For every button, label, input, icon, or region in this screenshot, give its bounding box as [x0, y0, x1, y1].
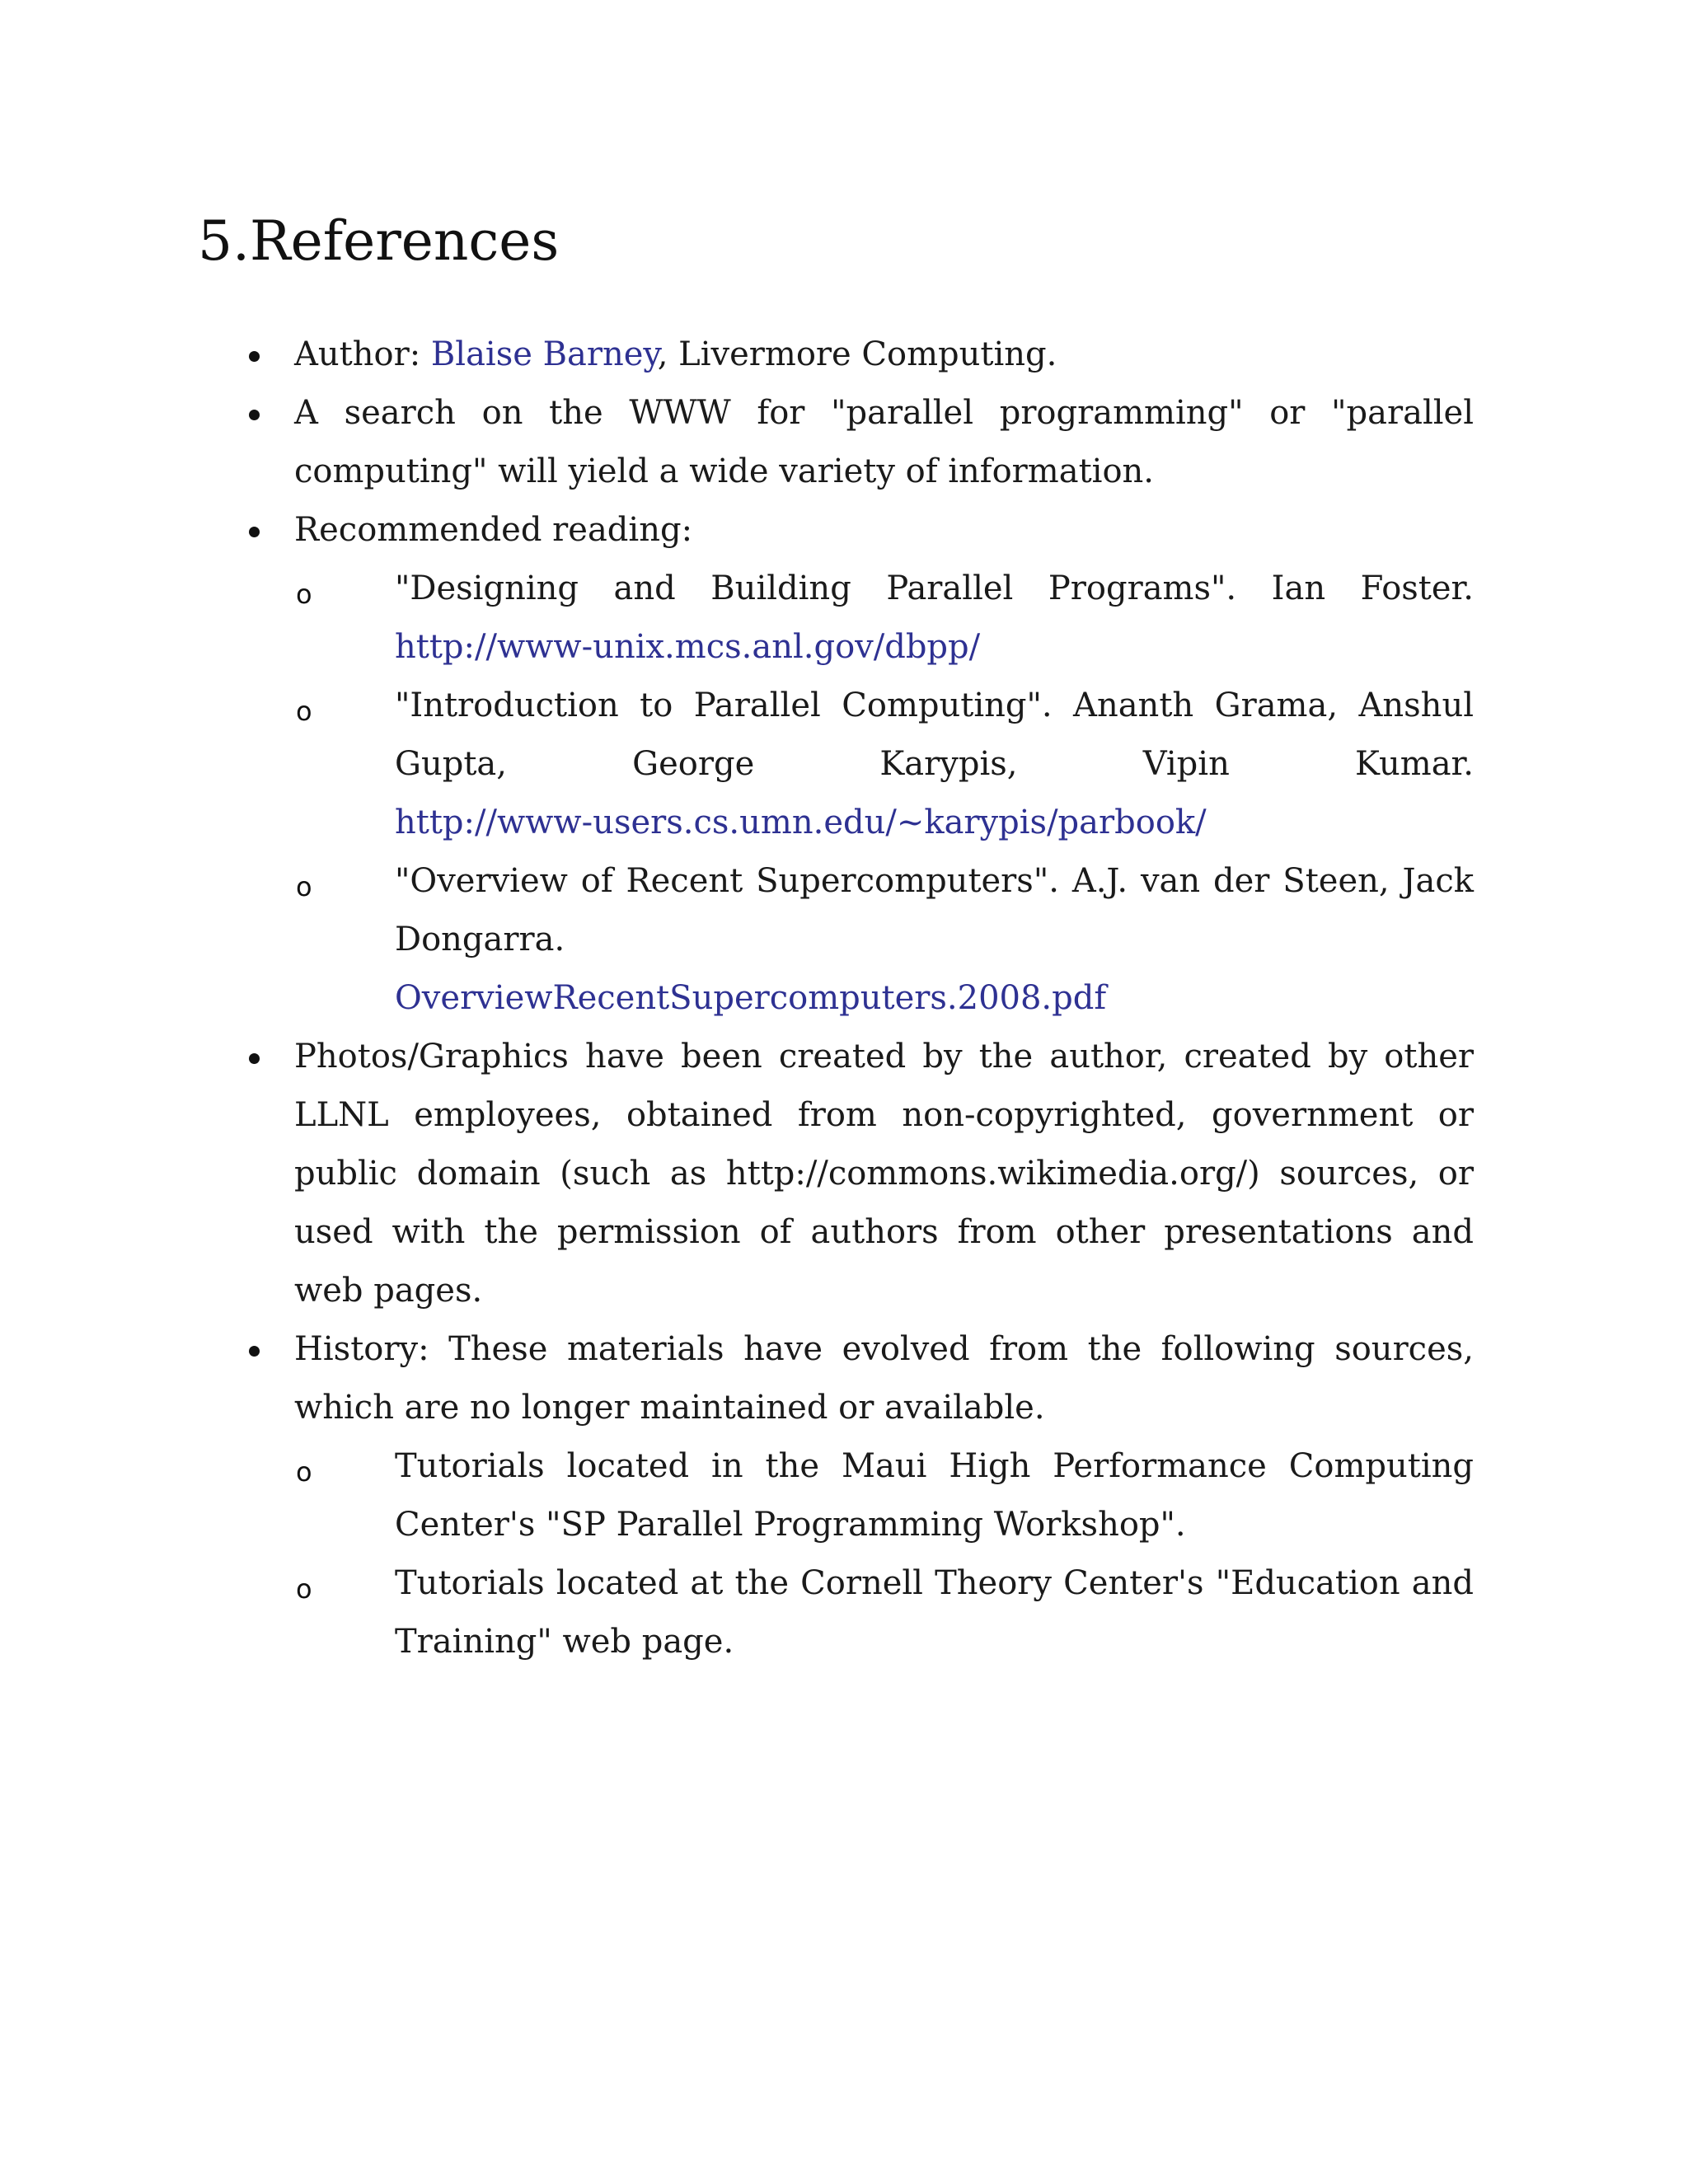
- sub-item-foster: [294, 560, 1474, 677]
- author-link[interactable]: Blaise Barney: [430, 335, 658, 373]
- sub-item-foster-text: o "Designing and Building Parallel Programs". Ian Foster.: [395, 569, 1474, 607]
- sub-item-grama: [294, 677, 1474, 852]
- history-label: History: These materials have evolved from the following sources, which are no longer maintained or available.: [294, 1330, 1474, 1427]
- references-content: [198, 326, 1474, 1671]
- sub-item-steen: [294, 852, 1474, 1028]
- sub-item-steen-text: o "Overview of Recent Supercomputers". A.J. van der Steen, Jack Dongarra.: [395, 862, 1474, 958]
- list-item-history: [198, 1320, 1474, 1671]
- list-item-author: [198, 326, 1474, 384]
- sub-item-grama-link[interactable]: http://www-users.cs.umn.edu/~karypis/parbook/: [395, 804, 1207, 841]
- references-list: [198, 326, 1474, 1671]
- list-item-recommended: [198, 501, 1474, 1028]
- sub-item-foster-link[interactable]: http://www-unix.mcs.anl.gov/dbpp/: [395, 628, 981, 666]
- recommended-label: Recommended reading:: [294, 511, 693, 549]
- history-sublist: [294, 1437, 1474, 1671]
- recommended-sublist: [294, 560, 1474, 1028]
- sub-item-steen-link[interactable]: OverviewRecentSupercomputers.2008.pdf: [395, 979, 1107, 1017]
- sub-item-cornell: o Tutorials located at the Cornell Theory Center's "Education and Training" web page.: [294, 1554, 1474, 1671]
- list-item-photos: Photos/Graphics have been created by the author, created by other LLNL employees, obtained from non-copyrighted, government or public domain (such as http://commons.wikimedia.org/) sources, or used with the permission of authors from other presentations and web pages.: [198, 1028, 1474, 1320]
- sub-item-grama-text: o "Introduction to Parallel Computing". Ananth Grama, Anshul Gupta, George Karypis, Vipin Kumar.: [395, 687, 1474, 783]
- section-heading: 5.References: [198, 209, 560, 273]
- author-suffix: , Livermore Computing.: [657, 335, 1057, 373]
- list-item-search: A search on the WWW for "parallel programming" or "parallel computing" will yield a wide variety of information.: [198, 384, 1474, 501]
- author-prefix: Author:: [294, 335, 431, 373]
- sub-item-maui: o Tutorials located in the Maui High Performance Computing Center's "SP Parallel Programming Workshop".: [294, 1437, 1474, 1554]
